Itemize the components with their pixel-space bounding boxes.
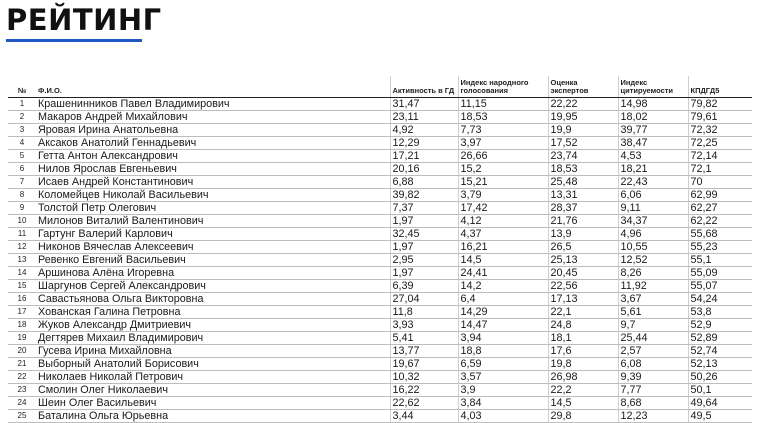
row-kpd: 55,68 <box>688 228 752 241</box>
row-num: 11 <box>8 228 36 241</box>
row-citation-index: 9,39 <box>618 371 688 384</box>
row-num: 2 <box>8 111 36 124</box>
row-expert-score: 22,22 <box>548 98 618 111</box>
row-people-index: 18,53 <box>458 111 548 124</box>
table-row <box>8 137 752 150</box>
row-num: 7 <box>8 176 36 189</box>
table-row <box>8 384 752 397</box>
row-people-index: 15,21 <box>458 176 548 189</box>
row-activity: 1,97 <box>390 215 458 228</box>
row-people-index: 4,37 <box>458 228 548 241</box>
table-row <box>8 280 752 293</box>
row-activity: 6,88 <box>390 176 458 189</box>
row-kpd: 52,74 <box>688 345 752 358</box>
row-kpd: 52,9 <box>688 319 752 332</box>
row-expert-score: 19,9 <box>548 124 618 137</box>
row-name: Макаров Андрей Михайлович <box>36 111 390 124</box>
row-name: Смолин Олег Николаевич <box>36 384 390 397</box>
row-num: 25 <box>8 410 36 423</box>
row-name: Гетта Антон Александрович <box>36 150 390 163</box>
table-row <box>8 228 752 241</box>
row-name: Крашенинников Павел Владимирович <box>36 98 390 111</box>
row-expert-score: 13,9 <box>548 228 618 241</box>
row-people-index: 14,47 <box>458 319 548 332</box>
row-citation-index: 4,96 <box>618 228 688 241</box>
table-row <box>8 163 752 176</box>
row-num: 5 <box>8 150 36 163</box>
title-underline <box>6 39 142 42</box>
row-citation-index: 8,26 <box>618 267 688 280</box>
row-expert-score: 22,56 <box>548 280 618 293</box>
row-expert-score: 28,37 <box>548 202 618 215</box>
row-citation-index: 4,53 <box>618 150 688 163</box>
row-activity: 39,82 <box>390 189 458 202</box>
row-name: Аксаков Анатолий Геннадьевич <box>36 137 390 150</box>
row-expert-score: 23,74 <box>548 150 618 163</box>
header-expert-score: Оценка экспертов <box>548 76 618 98</box>
row-people-index: 6,4 <box>458 293 548 306</box>
row-people-index: 17,42 <box>458 202 548 215</box>
row-expert-score: 18,53 <box>548 163 618 176</box>
row-activity: 20,16 <box>390 163 458 176</box>
row-people-index: 14,29 <box>458 306 548 319</box>
row-kpd: 55,09 <box>688 267 752 280</box>
row-activity: 6,39 <box>390 280 458 293</box>
row-activity: 10,32 <box>390 371 458 384</box>
row-name: Никонов Вячеслав Алексеевич <box>36 241 390 254</box>
row-name: Толстой Петр Олегович <box>36 202 390 215</box>
row-num: 1 <box>8 98 36 111</box>
row-people-index: 3,94 <box>458 332 548 345</box>
row-name: Нилов Ярослав Евгеньевич <box>36 163 390 176</box>
row-kpd: 72,32 <box>688 124 752 137</box>
row-citation-index: 3,67 <box>618 293 688 306</box>
table-row <box>8 215 752 228</box>
row-people-index: 4,03 <box>458 410 548 423</box>
row-people-index: 3,84 <box>458 397 548 410</box>
table-row <box>8 176 752 189</box>
row-expert-score: 20,45 <box>548 267 618 280</box>
row-kpd: 62,22 <box>688 215 752 228</box>
row-expert-score: 29,8 <box>548 410 618 423</box>
row-num: 22 <box>8 371 36 384</box>
page-title: РЕЙТИНГ <box>6 3 162 37</box>
table-row <box>8 150 752 163</box>
row-citation-index: 18,02 <box>618 111 688 124</box>
row-num: 9 <box>8 202 36 215</box>
row-expert-score: 13,31 <box>548 189 618 202</box>
row-activity: 17,21 <box>390 150 458 163</box>
row-expert-score: 22,2 <box>548 384 618 397</box>
row-citation-index: 18,21 <box>618 163 688 176</box>
row-num: 3 <box>8 124 36 137</box>
row-people-index: 3,57 <box>458 371 548 384</box>
row-expert-score: 17,6 <box>548 345 618 358</box>
rating-table <box>8 76 752 423</box>
row-activity: 32,45 <box>390 228 458 241</box>
row-citation-index: 12,23 <box>618 410 688 423</box>
row-expert-score: 25,13 <box>548 254 618 267</box>
row-citation-index: 6,06 <box>618 189 688 202</box>
row-name: Милонов Виталий Валентинович <box>36 215 390 228</box>
row-people-index: 11,15 <box>458 98 548 111</box>
row-kpd: 55,07 <box>688 280 752 293</box>
row-activity: 5,41 <box>390 332 458 345</box>
row-expert-score: 19,8 <box>548 358 618 371</box>
row-activity: 12,29 <box>390 137 458 150</box>
row-citation-index: 14,98 <box>618 98 688 111</box>
table-row <box>8 306 752 319</box>
row-people-index: 26,66 <box>458 150 548 163</box>
row-name: Жуков Александр Дмитриевич <box>36 319 390 332</box>
row-citation-index: 22,43 <box>618 176 688 189</box>
row-kpd: 72,25 <box>688 137 752 150</box>
row-expert-score: 17,52 <box>548 137 618 150</box>
row-num: 12 <box>8 241 36 254</box>
row-name: Гусева Ирина Михайловна <box>36 345 390 358</box>
row-kpd: 72,1 <box>688 163 752 176</box>
row-name: Аршинова Алёна Игоревна <box>36 267 390 280</box>
row-num: 6 <box>8 163 36 176</box>
row-kpd: 55,23 <box>688 241 752 254</box>
table-row <box>8 410 752 423</box>
table-row <box>8 293 752 306</box>
header-name: Ф.И.О. <box>36 76 390 98</box>
row-num: 16 <box>8 293 36 306</box>
row-activity: 3,44 <box>390 410 458 423</box>
row-citation-index: 7,77 <box>618 384 688 397</box>
row-citation-index: 8,68 <box>618 397 688 410</box>
row-name: Хованская Галина Петровна <box>36 306 390 319</box>
row-num: 14 <box>8 267 36 280</box>
row-num: 20 <box>8 345 36 358</box>
row-name: Гартунг Валерий Карлович <box>36 228 390 241</box>
row-kpd: 62,99 <box>688 189 752 202</box>
row-kpd: 49,5 <box>688 410 752 423</box>
row-num: 19 <box>8 332 36 345</box>
row-people-index: 7,73 <box>458 124 548 137</box>
row-num: 4 <box>8 137 36 150</box>
row-people-index: 3,9 <box>458 384 548 397</box>
row-expert-score: 25,48 <box>548 176 618 189</box>
row-name: Савастьянова Ольга Викторовна <box>36 293 390 306</box>
row-kpd: 70 <box>688 176 752 189</box>
row-activity: 2,95 <box>390 254 458 267</box>
row-people-index: 18,8 <box>458 345 548 358</box>
row-num: 24 <box>8 397 36 410</box>
row-kpd: 52,13 <box>688 358 752 371</box>
row-kpd: 53,8 <box>688 306 752 319</box>
row-expert-score: 17,13 <box>548 293 618 306</box>
row-citation-index: 6,08 <box>618 358 688 371</box>
row-citation-index: 9,7 <box>618 319 688 332</box>
row-name: Ревенко Евгений Васильевич <box>36 254 390 267</box>
row-activity: 27,04 <box>390 293 458 306</box>
row-citation-index: 9,11 <box>618 202 688 215</box>
header-activity: Активность в ГД <box>390 76 458 98</box>
row-people-index: 14,5 <box>458 254 548 267</box>
header-num: № <box>8 76 36 98</box>
row-people-index: 6,59 <box>458 358 548 371</box>
row-citation-index: 5,61 <box>618 306 688 319</box>
row-citation-index: 25,44 <box>618 332 688 345</box>
header-citation-index: Индекс цитируемости <box>618 76 688 98</box>
table-row <box>8 98 752 111</box>
row-expert-score: 26,5 <box>548 241 618 254</box>
row-name: Дегтярев Михаил Владимирович <box>36 332 390 345</box>
row-activity: 23,11 <box>390 111 458 124</box>
table-row <box>8 254 752 267</box>
row-citation-index: 38,47 <box>618 137 688 150</box>
row-kpd: 62,27 <box>688 202 752 215</box>
row-activity: 3,93 <box>390 319 458 332</box>
row-expert-score: 14,5 <box>548 397 618 410</box>
table-row <box>8 267 752 280</box>
table-row <box>8 202 752 215</box>
table-row <box>8 371 752 384</box>
row-num: 15 <box>8 280 36 293</box>
row-activity: 7,37 <box>390 202 458 215</box>
row-kpd: 50,26 <box>688 371 752 384</box>
row-name: Шаргунов Сергей Александрович <box>36 280 390 293</box>
row-people-index: 4,12 <box>458 215 548 228</box>
row-activity: 22,62 <box>390 397 458 410</box>
row-citation-index: 12,52 <box>618 254 688 267</box>
row-kpd: 54,24 <box>688 293 752 306</box>
row-expert-score: 21,76 <box>548 215 618 228</box>
header-people-index: Индекс народного голосования <box>458 76 548 98</box>
row-citation-index: 2,57 <box>618 345 688 358</box>
row-name: Выборный Анатолий Борисович <box>36 358 390 371</box>
row-expert-score: 19,95 <box>548 111 618 124</box>
row-activity: 31,47 <box>390 98 458 111</box>
row-kpd: 49,64 <box>688 397 752 410</box>
row-expert-score: 22,1 <box>548 306 618 319</box>
row-num: 21 <box>8 358 36 371</box>
row-kpd: 52,89 <box>688 332 752 345</box>
row-num: 10 <box>8 215 36 228</box>
row-name: Баталина Ольга Юрьевна <box>36 410 390 423</box>
row-activity: 13,77 <box>390 345 458 358</box>
row-activity: 1,97 <box>390 267 458 280</box>
table-header-row <box>8 76 752 98</box>
row-activity: 1,97 <box>390 241 458 254</box>
row-num: 8 <box>8 189 36 202</box>
row-num: 23 <box>8 384 36 397</box>
header-kpd: КПДГД5 <box>688 76 752 98</box>
row-citation-index: 11,92 <box>618 280 688 293</box>
table-row <box>8 358 752 371</box>
row-expert-score: 26,98 <box>548 371 618 384</box>
row-kpd: 72,14 <box>688 150 752 163</box>
row-activity: 4,92 <box>390 124 458 137</box>
row-num: 17 <box>8 306 36 319</box>
table-row <box>8 124 752 137</box>
row-kpd: 55,1 <box>688 254 752 267</box>
row-people-index: 3,97 <box>458 137 548 150</box>
row-activity: 16,22 <box>390 384 458 397</box>
table-row <box>8 111 752 124</box>
row-people-index: 16,21 <box>458 241 548 254</box>
row-name: Шеин Олег Васильевич <box>36 397 390 410</box>
row-num: 18 <box>8 319 36 332</box>
row-people-index: 3,79 <box>458 189 548 202</box>
row-name: Исаев Андрей Константинович <box>36 176 390 189</box>
table-row <box>8 397 752 410</box>
row-num: 13 <box>8 254 36 267</box>
table-row <box>8 189 752 202</box>
table-row <box>8 241 752 254</box>
table-row <box>8 345 752 358</box>
row-kpd: 50,1 <box>688 384 752 397</box>
table-row <box>8 332 752 345</box>
row-expert-score: 24,8 <box>548 319 618 332</box>
row-name: Николаев Николай Петрович <box>36 371 390 384</box>
row-expert-score: 18,1 <box>548 332 618 345</box>
row-kpd: 79,61 <box>688 111 752 124</box>
row-people-index: 24,41 <box>458 267 548 280</box>
row-activity: 11,8 <box>390 306 458 319</box>
row-name: Коломейцев Николай Васильевич <box>36 189 390 202</box>
row-people-index: 15,2 <box>458 163 548 176</box>
row-citation-index: 10,55 <box>618 241 688 254</box>
row-kpd: 79,82 <box>688 98 752 111</box>
row-activity: 19,67 <box>390 358 458 371</box>
row-citation-index: 39,77 <box>618 124 688 137</box>
row-citation-index: 34,37 <box>618 215 688 228</box>
table-row <box>8 319 752 332</box>
row-name: Яровая Ирина Анатольевна <box>36 124 390 137</box>
row-people-index: 14,2 <box>458 280 548 293</box>
